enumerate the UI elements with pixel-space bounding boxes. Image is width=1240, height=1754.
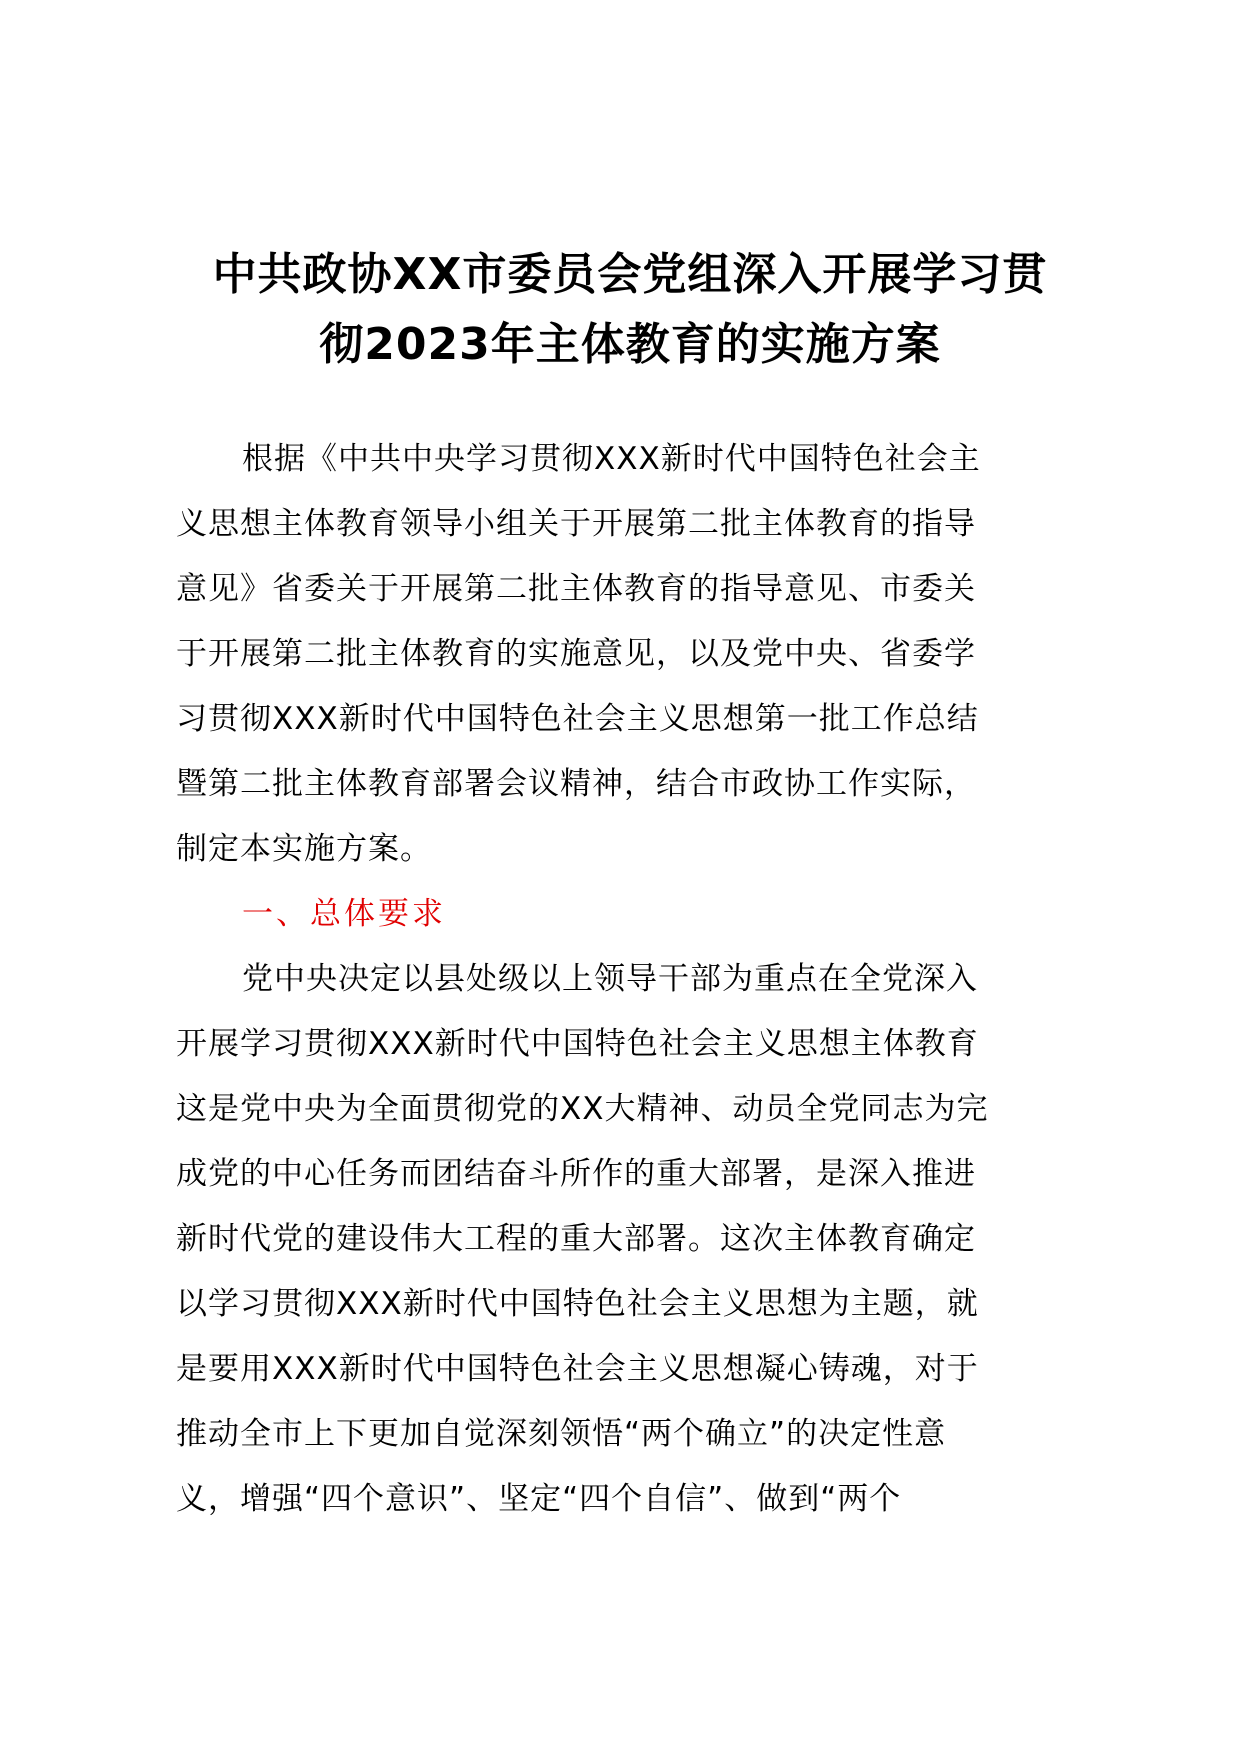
paragraph-line: 成党的中心任务而团结奋斗所作的重大部署，是深入推进 bbox=[176, 1156, 976, 1192]
title-line: 彻2023年主体教育的实施方案 bbox=[319, 319, 941, 370]
document-title bbox=[170, 240, 1090, 380]
paragraph-line: 于开展第二批主体教育的实施意见，以及党中央、省委学 bbox=[176, 636, 976, 672]
paragraph-line: 义思想主体教育领导小组关于开展第二批主体教育的指导 bbox=[176, 506, 976, 542]
paragraph-line: 根据《中共中央学习贯彻XXX新时代中国特色社会主 bbox=[242, 441, 981, 477]
section-paragraph bbox=[176, 947, 1096, 1532]
section-heading: 一、总体要求 bbox=[242, 896, 446, 932]
paragraph-line: 新时代党的建设伟大工程的重大部署。这次主体教育确定 bbox=[176, 1221, 976, 1257]
title-line: 中共政协XX市委员会党组深入开展学习贯 bbox=[212, 249, 1048, 300]
paragraph-line: 暨第二批主体教育部署会议精神，结合市政协工作实际， bbox=[176, 766, 976, 802]
paragraph-line: 制定本实施方案。 bbox=[176, 831, 432, 867]
paragraph-line: 是要用XXX新时代中国特色社会主义思想凝心铸魂，对于 bbox=[176, 1351, 979, 1387]
paragraph-line: 以学习贯彻XXX新时代中国特色社会主义思想为主题，就 bbox=[176, 1286, 979, 1322]
paragraph-line: 义，增强“四个意识”、坚定“四个自信”、做到“两个 bbox=[176, 1481, 902, 1517]
intro-paragraph bbox=[176, 427, 1096, 882]
paragraph-line: 这是党中央为全面贯彻党的XX大精神、动员全党同志为完 bbox=[176, 1091, 989, 1127]
paragraph-line: 党中央决定以县处级以上领导干部为重点在全党深入 bbox=[242, 961, 978, 997]
paragraph-line: 意见》省委关于开展第二批主体教育的指导意见、市委关 bbox=[176, 571, 976, 607]
paragraph-line: 推动全市上下更加自觉深刻领悟“两个确立”的决定性意 bbox=[176, 1416, 947, 1452]
paragraph-line: 开展学习贯彻XXX新时代中国特色社会主义思想主体教育 bbox=[176, 1026, 979, 1062]
paragraph-line: 习贯彻XXX新时代中国特色社会主义思想第一批工作总结 bbox=[176, 701, 979, 737]
